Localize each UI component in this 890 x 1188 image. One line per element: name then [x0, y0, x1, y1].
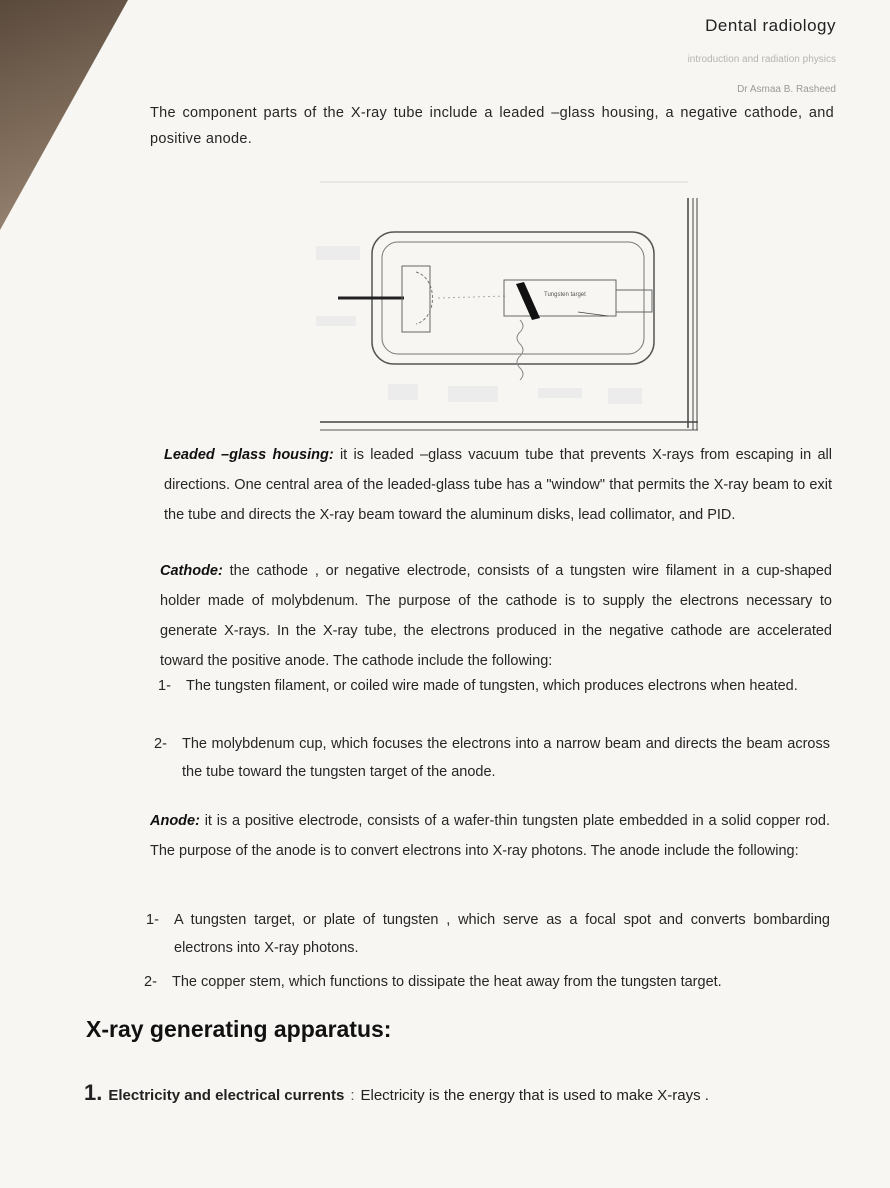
list-text: The copper stem, which functions to dissipate the heat away from the tungsten target. — [172, 974, 722, 990]
section-heading: X-ray generating apparatus: — [86, 1016, 392, 1042]
anode-item-2 — [144, 968, 830, 996]
list-number: 2- — [154, 736, 167, 752]
housing-text: it is leaded –glass vacuum tube that prevents X-rays from escaping in all directions. One central area of the leaded-glass tube has a "window" that permits the X-ray beam to exit the tube and directs the X-ray beam toward the aluminum disks, lead collimator, and PID. — [164, 447, 832, 523]
section-item-term: Electricity and electrical currents — [108, 1087, 345, 1104]
tungsten-target-label: Tungsten target — [544, 292, 586, 298]
header-title: Dental radiology — [705, 16, 836, 35]
section-item-1 — [84, 1080, 844, 1106]
anode-item-1 — [146, 906, 830, 962]
xray-photons — [517, 320, 523, 380]
list-number: 2- — [144, 974, 157, 990]
xray-tube-svg — [308, 168, 700, 444]
housing-term: Leaded –glass housing: — [164, 447, 334, 463]
list-number: 1- — [146, 912, 159, 928]
cathode-text: the cathode , or negative electrode, consists of a tungsten wire filament in a cup-shaped holder made of molybdenum. The purpose of the cathode is to supply the electrons necessary to generate X-rays. In the X-ray tube, the electrons produced in the negative cathode are accelerated toward the positive anode. The cathode include the following: — [160, 563, 832, 669]
label-smudge-3 — [388, 384, 418, 400]
section-item-separator: : — [350, 1087, 355, 1104]
label-smudge-5 — [538, 388, 582, 398]
housing-paragraph — [164, 440, 832, 530]
list-number: 1- — [158, 678, 171, 694]
cathode-item-1 — [158, 672, 832, 700]
label-smudge-2 — [316, 316, 356, 326]
label-smudge-6 — [608, 388, 642, 404]
anode-term: Anode: — [150, 813, 200, 829]
label-smudge-4 — [448, 386, 498, 402]
glass-envelope-outer — [372, 232, 654, 364]
header-author: Dr Asmaa B. Rasheed — [737, 84, 836, 95]
cathode-paragraph — [160, 556, 832, 676]
anode-paragraph — [150, 806, 830, 866]
tungsten-target — [516, 282, 540, 320]
section-item-number: 1. — [84, 1080, 103, 1105]
xray-tube-diagram — [308, 168, 700, 444]
page-shadow-corner — [0, 0, 140, 300]
intro-paragraph: The component parts of the X-ray tube include a leaded –glass housing, a negative cathode, and positive anode. — [150, 105, 834, 147]
header-subtitle: introduction and radiation physics — [687, 54, 836, 65]
section-item-text: Electricity is the energy that is used to make X-rays . — [360, 1087, 709, 1104]
cathode-term: Cathode: — [160, 563, 223, 579]
anode-text: it is a positive electrode, consists of a wafer-thin tungsten plate embedded in a solid copper rod. The purpose of the anode is to convert electrons into X-ray photons. The anode include the following: — [150, 813, 830, 859]
cathode-item-2 — [154, 730, 830, 786]
focusing-cup — [402, 266, 430, 332]
list-text: The tungsten filament, or coiled wire made of tungsten, which produces electrons when heated. — [186, 678, 798, 694]
list-text: A tungsten target, or plate of tungsten , which serve as a focal spot and converts bombarding electrons into X-ray photons. — [174, 912, 830, 956]
anode-stem — [616, 290, 652, 312]
list-text: The molybdenum cup, which focuses the electrons into a narrow beam and directs the beam across the tube toward the tungsten target of the anode. — [182, 736, 830, 780]
label-smudge-1 — [316, 246, 360, 260]
target-arrow — [578, 312, 608, 316]
electron-beam — [438, 296, 508, 298]
glass-envelope-inner — [382, 242, 644, 354]
